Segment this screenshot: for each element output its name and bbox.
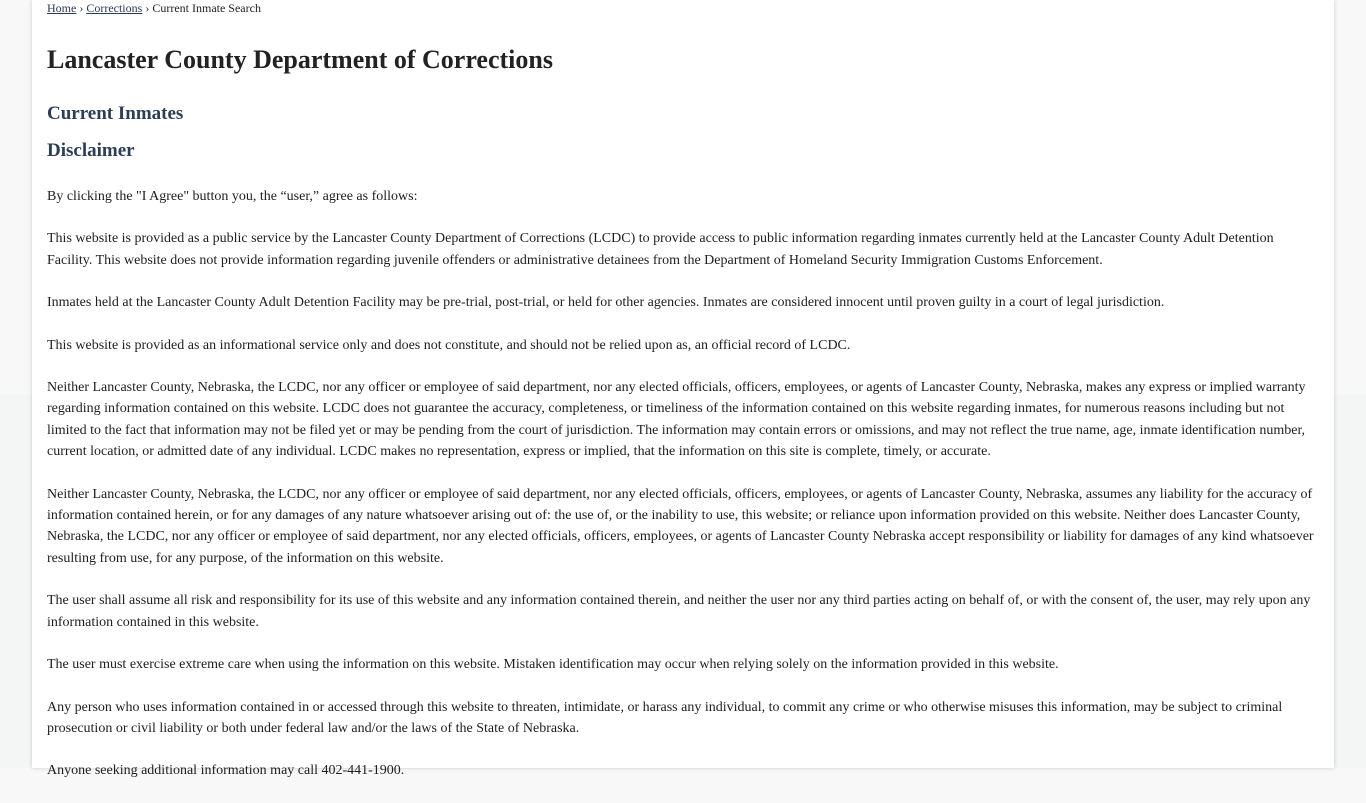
page-container (32, 0, 1334, 779)
disclaimer-paragraph: Inmates held at the Lancaster County Adult Detention Facility may be pre-trial, post-trial, or held for other agencies. Inmates are considered innocent until proven guilty in a court of legal jurisdiction. (47, 295, 1165, 311)
disclaimer-paragraph: Neither Lancaster County, Nebraska, the LCDC, nor any officer or employee of said department, nor any elected officials, officers, employees, or agents of Lancaster County, Nebraska, makes any express or implied warranty regarding information contained on this website. LCDC does not guarantee the accuracy, completeness, or timeliness of the information contained on this website regarding inmates, for numerous reasons including but not limited to the fact that information may not be filed yet or may be pending from the court of jurisdiction. The information may contain errors or omissions, and may not reflect the true name, age, inmate identification number, current location, or admitted date of any individual. LCDC makes no representation, express or implied, that the information on this site is complete, timely, or accurate. (47, 380, 1306, 460)
disclaimer-paragraph: This website is provided as an informational service only and does not constitute, and should not be relied upon as, an official record of LCDC. (47, 337, 851, 353)
disclaimer-paragraph: The user must exercise extreme care when using the information on this website. Mistaken identification may occur when relying solely on the information provided in this website. (47, 657, 1059, 673)
disclaimer-paragraph: Neither Lancaster County, Nebraska, the LCDC, nor any officer or employee of said department, nor any elected officials, officers, employees, or agents of Lancaster County, Nebraska, assumes any liability for the accuracy of information contained herein, or for any damages of any nature whatsoever arising out of: the use of, or the inability to use, this website; or reliance upon information provided on this website. Neither does Lancaster County, Nebraska, the LCDC, nor any officer or employee of said department, nor any elected officials, officers, employees, or agents of Lancaster County Nebraska accept responsibility or liability for damages of any kind whatsoever resulting from use, for any purpose, of the information on this website. (47, 486, 1314, 566)
breadcrumb-current: Current Inmate Search (152, 1, 261, 15)
breadcrumb-home-link[interactable]: Home (47, 1, 77, 15)
page-title: Lancaster County Department of Corrections (47, 45, 553, 74)
current-inmates-heading: Current Inmates (47, 103, 184, 124)
disclaimer-body (47, 186, 1322, 803)
disclaimer-paragraph: The user shall assume all risk and responsibility for its use of this website and any information contained therein, and neither the user nor any third parties acting on behalf of, or with the consent of, the user, may rely upon any information contained in this website. (47, 593, 1311, 630)
breadcrumb-corrections-link[interactable]: Corrections (86, 1, 143, 15)
disclaimer-heading: Disclaimer (47, 140, 135, 161)
breadcrumb (47, 0, 261, 16)
breadcrumb-separator: › (145, 1, 150, 15)
disclaimer-paragraph: Anyone seeking additional information may call 402-441-1900. (47, 763, 405, 779)
disclaimer-paragraph: This website is provided as a public service by the Lancaster County Department of Corrections (LCDC) to provide access to public information regarding inmates currently held at the Lancaster County Adult Detention Facility. This website does not provide information regarding juvenile offenders or administrative detainees from the Department of Homeland Security Immigration Customs Enforcement. (47, 231, 1274, 268)
disclaimer-paragraph: Any person who uses information contained in or accessed through this website to threaten, intimidate, or harass any individual, to commit any crime or who otherwise misuses this information, may be subject to criminal prosecution or civil liability or both under federal law and/or the laws of the State of Nebraska. (47, 699, 1283, 736)
breadcrumb-separator: › (79, 1, 84, 15)
disclaimer-paragraph: By clicking the "I Agree" button you, the “user,” agree as follows: (47, 189, 418, 204)
